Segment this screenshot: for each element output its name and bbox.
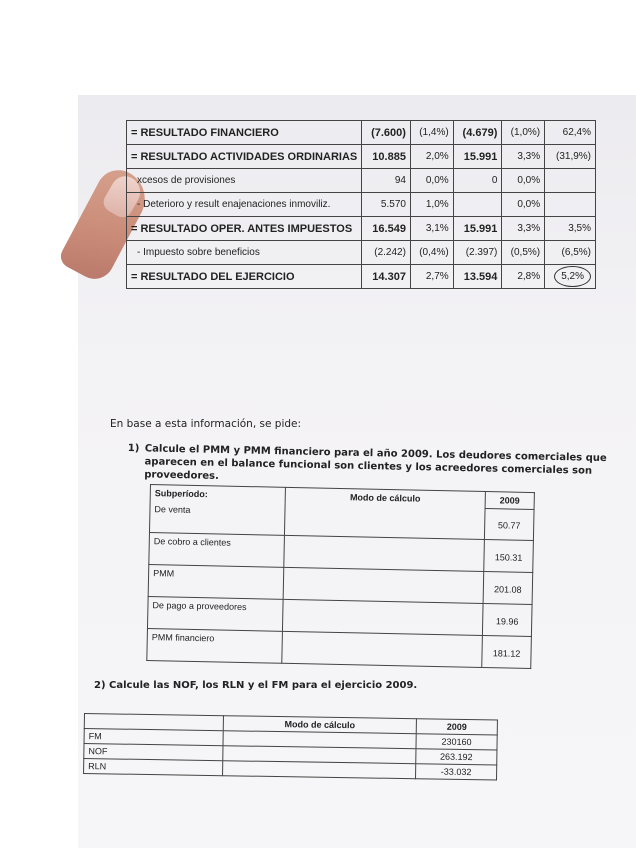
cell-v2: (2.397)	[453, 241, 502, 265]
cell-v1: 5.570	[362, 193, 411, 217]
header-subperiodo: Subperíodo:	[150, 485, 285, 504]
cell-v1: (7.600)	[362, 121, 411, 145]
calculation-cell	[223, 761, 416, 779]
cell-p3	[545, 265, 596, 289]
cell-v1: (2.242)	[362, 241, 411, 265]
calculation-cell	[284, 535, 485, 571]
cell-v1: 94	[362, 169, 411, 193]
value-cell: 230160	[416, 734, 497, 750]
row-label: FM	[84, 729, 223, 746]
row-label: De cobro a clientes	[149, 532, 285, 567]
cell-p1: 2,0%	[410, 145, 453, 169]
cell-v2: (4.679)	[453, 121, 502, 145]
value-cell: 50.77	[484, 508, 534, 541]
value-cell: 201.08	[483, 572, 533, 605]
row-label: = RESULTADO FINANCIERO	[127, 121, 362, 145]
row-label: NOF	[84, 744, 223, 761]
table-row	[127, 169, 596, 193]
table-row	[127, 193, 596, 217]
calculation-cell	[282, 631, 483, 667]
row-label: RLN	[84, 759, 223, 776]
cell-p3: (6,5%)	[545, 241, 596, 265]
row-label: PMM financiero	[147, 628, 283, 663]
cell-p3	[545, 169, 596, 193]
cell-p3: (31,9%)	[545, 145, 596, 169]
row-label: - Impuesto sobre beneficios	[127, 241, 362, 265]
row-label: = RESULTADO OPER. ANTES IMPUESTOS	[127, 217, 362, 241]
cell-v2	[453, 193, 502, 217]
calculation-cell	[282, 599, 483, 635]
cell-p2: 2,8%	[502, 265, 545, 289]
pmm-table	[146, 484, 535, 669]
value-cell: 181.12	[482, 635, 532, 668]
cell-v2: 13.594	[453, 265, 502, 289]
cell-v2: 15.991	[453, 217, 502, 241]
value-cell: 19.96	[482, 604, 532, 637]
cell-p3: 62,4%	[545, 121, 596, 145]
header-modo-calculo: Modo de cálculo	[285, 487, 485, 508]
header-year: 2009	[485, 492, 534, 510]
cell-p2: 3,3%	[502, 145, 545, 169]
cell-p3: 3,5%	[545, 217, 596, 241]
value-cell: 150.31	[484, 540, 534, 573]
cell-p1: 2,7%	[410, 265, 453, 289]
circled-value: 5,2%	[554, 266, 591, 287]
row-label: - Deterioro y result enajenaciones inmoviliz.	[127, 193, 362, 217]
cell-p1: (0,4%)	[410, 241, 453, 265]
cell-p2: (1,0%)	[502, 121, 545, 145]
intro-text: En base a esta información, se pide:	[110, 418, 302, 430]
calculation-cell	[284, 504, 485, 540]
cell-p1: 1,0%	[410, 193, 453, 217]
cell-p2: 3,3%	[502, 217, 545, 241]
cell-v2: 15.991	[453, 145, 502, 169]
nof-table	[83, 713, 498, 780]
cell-v1: 14.307	[362, 265, 411, 289]
question-2-text: 2) Calcule las NOF, los RLN y el FM para el ejercicio 2009.	[94, 680, 418, 691]
table-row	[127, 217, 596, 241]
cell-p1: (1,4%)	[410, 121, 453, 145]
question-1-text: Calcule el PMM y PMM financiero para el año 2009. Los deudores comerciales que aparecen en el balance funcional son clientes y los acreedores comerciales son proveedores.	[144, 443, 607, 482]
cell-p1: 0,0%	[410, 169, 453, 193]
row-label: = RESULTADO ACTIVIDADES ORDINARIAS	[127, 145, 362, 169]
header-modo-calculo: Modo de cálculo	[223, 716, 416, 734]
cell-p2: (0,5%)	[502, 241, 545, 265]
table-row	[127, 121, 596, 145]
row-label: xcesos de provisiones	[127, 169, 362, 193]
cell-p2: 0,0%	[502, 193, 545, 217]
cell-p3	[545, 193, 596, 217]
row-label: De venta	[149, 501, 285, 535]
row-label: De pago a proveedores	[147, 596, 283, 631]
value-cell: -33.032	[416, 764, 497, 780]
cell-v2: 0	[453, 169, 502, 193]
income-statement-table	[126, 120, 596, 289]
row-label: PMM	[148, 564, 284, 599]
calculation-cell	[283, 567, 484, 603]
table-row	[127, 265, 596, 289]
table-row	[127, 241, 596, 265]
cell-v1: 10.885	[362, 145, 411, 169]
cell-v1: 16.549	[362, 217, 411, 241]
question-1-number: 1)	[127, 442, 140, 455]
table-row	[127, 145, 596, 169]
header-year: 2009	[416, 719, 497, 735]
cell-p1: 3,1%	[410, 217, 453, 241]
value-cell: 263.192	[416, 749, 497, 765]
row-label: = RESULTADO DEL EJERCICIO	[127, 265, 362, 289]
cell-p2: 0,0%	[502, 169, 545, 193]
